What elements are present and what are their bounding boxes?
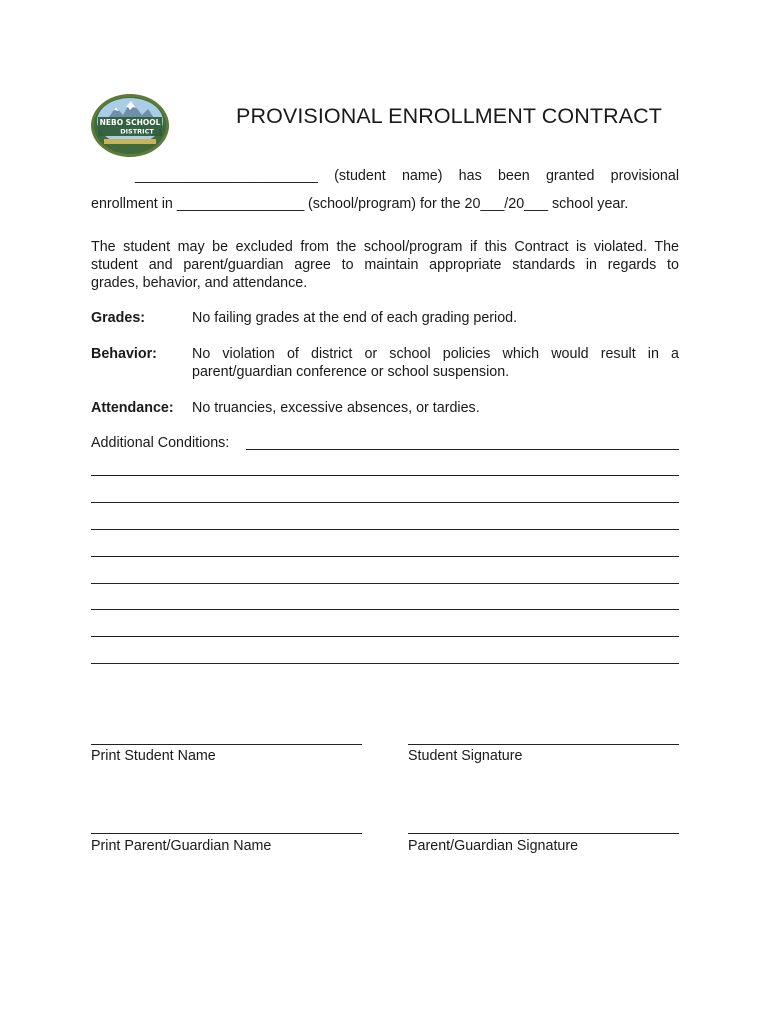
attendance-text: No truancies, excessive absences, or tardies. (192, 400, 480, 416)
additional-conditions-line[interactable] (91, 529, 679, 530)
additional-conditions-label: Additional Conditions: (91, 435, 230, 451)
additional-conditions-line[interactable] (91, 583, 679, 584)
additional-conditions-line[interactable] (91, 475, 679, 476)
student-signature-line[interactable] (408, 744, 679, 745)
additional-conditions-line[interactable] (91, 502, 679, 503)
behavior-line-1: No violation of district or school policies which would result in a (192, 346, 679, 362)
district-logo (90, 93, 170, 158)
page-title: PROVISIONAL ENROLLMENT CONTRACT (236, 104, 663, 128)
behavior-line-2: parent/guardian conference or school suspension. (192, 364, 510, 380)
student-signature-label: Student Signature (408, 748, 523, 764)
paragraph-line-2: student and parent/guardian agree to maintain appropriate standards in regards to (91, 257, 679, 273)
intro-line-1: _______________________ (student name) has been granted provisional (135, 168, 679, 184)
additional-conditions-line[interactable] (91, 636, 679, 637)
additional-conditions-line[interactable] (91, 663, 679, 664)
print-student-name-label: Print Student Name (91, 748, 216, 764)
logo-text-line1: NEBO SCHOOL (99, 118, 161, 127)
attendance-label: Attendance: (91, 400, 174, 416)
intro-line-2: enrollment in ________________ (school/program) for the 20___/20___ school year. (91, 196, 629, 212)
grades-label: Grades: (91, 310, 146, 326)
grades-text: No failing grades at the end of each grading period. (192, 310, 518, 326)
additional-conditions-line[interactable] (91, 556, 679, 557)
print-parent-name-line[interactable] (91, 833, 362, 834)
logo-graphic (90, 93, 170, 158)
additional-conditions-line[interactable] (246, 449, 679, 450)
behavior-label: Behavior: (91, 346, 157, 362)
logo-text-line2: DISTRICT (120, 127, 154, 136)
paragraph-line-1: The student may be excluded from the school/program if this Contract is violated. The (91, 239, 679, 255)
additional-conditions-line[interactable] (91, 609, 679, 610)
parent-signature-line[interactable] (408, 833, 679, 834)
paragraph-line-3: grades, behavior, and attendance. (91, 275, 308, 291)
print-student-name-line[interactable] (91, 744, 362, 745)
print-parent-name-label: Print Parent/Guardian Name (91, 838, 272, 854)
parent-signature-label: Parent/Guardian Signature (408, 838, 579, 854)
